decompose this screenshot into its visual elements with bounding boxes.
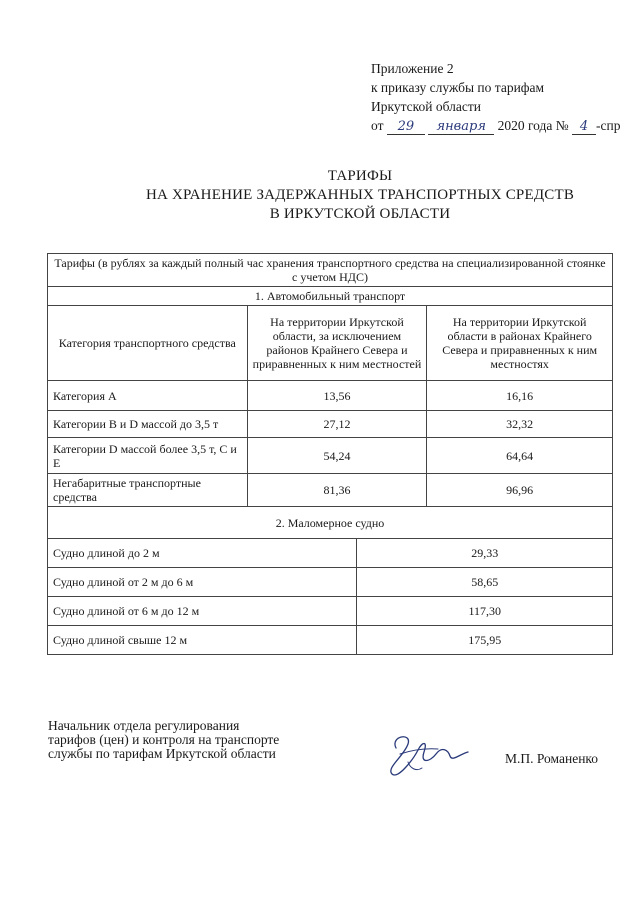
- appendix-line-2: к приказу службы по тарифам: [371, 80, 545, 95]
- north-rate-cell: 96,96: [427, 474, 613, 507]
- table-row: [48, 474, 613, 507]
- regular-rate-cell: 27,12: [247, 411, 427, 438]
- signature-position: [48, 719, 328, 761]
- north-rate-cell: 16,16: [427, 381, 613, 411]
- column-header-row: [48, 306, 613, 381]
- table-row: [48, 438, 613, 474]
- title-line-2: НА ХРАНЕНИЕ ЗАДЕРЖАННЫХ ТРАНСПОРТНЫХ СРЕДСТВ: [145, 187, 575, 203]
- handwritten-signature: [378, 728, 478, 780]
- date-day: 29: [387, 120, 425, 135]
- table-row: [48, 539, 613, 568]
- order-suffix: -спр: [596, 118, 621, 133]
- vessel-rate-cell: 175,95: [357, 626, 613, 655]
- category-cell: Категория А: [48, 381, 248, 411]
- date-prefix: от: [371, 118, 384, 133]
- category-cell: Негабаритные транспортные средства: [48, 474, 248, 507]
- vessel-rate-cell: 58,65: [357, 568, 613, 597]
- position-line-3: службы по тарифам Иркутской области: [48, 746, 276, 761]
- signer-name: М.П. Романенко: [505, 751, 599, 766]
- section-1-title: 1. Автомобильный транспорт: [48, 287, 613, 306]
- vessel-category-cell: Судно длиной свыше 12 м: [48, 626, 357, 655]
- appendix-line-1: Приложение 2: [371, 61, 454, 76]
- vessel-rate-cell: 29,33: [357, 539, 613, 568]
- position-line-2: тарифов (цен) и контроля на транспорте: [48, 732, 280, 747]
- category-cell: Категории B и D массой до 3,5 т: [48, 411, 248, 438]
- date-year-text: 2020 года №: [497, 118, 569, 133]
- appendix-date-line: [371, 116, 621, 135]
- vessel-rate-cell: 117,30: [357, 597, 613, 626]
- vessel-category-cell: Судно длиной до 2 м: [48, 539, 357, 568]
- col-north-header: На территории Иркутской области в районах Крайнего Севера и приравненных к ним местностях: [427, 306, 613, 381]
- category-cell: Категории D массой более 3,5 т, C и E: [48, 438, 248, 474]
- section-2-title: 2. Маломерное судно: [48, 507, 613, 539]
- col-category-header: Категория транспортного средства: [48, 306, 248, 381]
- table-row: [48, 597, 613, 626]
- regular-rate-cell: 54,24: [247, 438, 427, 474]
- document-title: [60, 167, 640, 224]
- vessel-category-cell: Судно длиной от 2 м до 6 м: [48, 568, 357, 597]
- table-row: [48, 411, 613, 438]
- position-line-1: Начальник отдела регулирования: [48, 718, 240, 733]
- appendix-line-3: Иркутской области: [371, 99, 482, 114]
- order-number: 4: [572, 120, 596, 135]
- table-row: [48, 626, 613, 655]
- title-line-3: В ИРКУТСКОЙ ОБЛАСТИ: [269, 206, 451, 222]
- appendix-block: [371, 59, 621, 135]
- date-month: января: [428, 120, 494, 135]
- section-row: [48, 507, 613, 539]
- regular-rate-cell: 81,36: [247, 474, 427, 507]
- table-header-row: [48, 254, 613, 287]
- table-header: Тарифы (в рублях за каждый полный час хранения транспортного средства на специализированной стоянке с учетом НДС): [48, 254, 613, 287]
- north-rate-cell: 32,32: [427, 411, 613, 438]
- tariffs-table: [47, 253, 613, 655]
- title-line-1: ТАРИФЫ: [327, 168, 393, 184]
- vessel-category-cell: Судно длиной от 6 м до 12 м: [48, 597, 357, 626]
- table-row: [48, 568, 613, 597]
- table-row: [48, 381, 613, 411]
- regular-rate-cell: 13,56: [247, 381, 427, 411]
- north-rate-cell: 64,64: [427, 438, 613, 474]
- col-regular-header: На территории Иркутской области, за исключением районов Крайнего Севера и приравненных к ним местностей: [247, 306, 427, 381]
- section-row: [48, 287, 613, 306]
